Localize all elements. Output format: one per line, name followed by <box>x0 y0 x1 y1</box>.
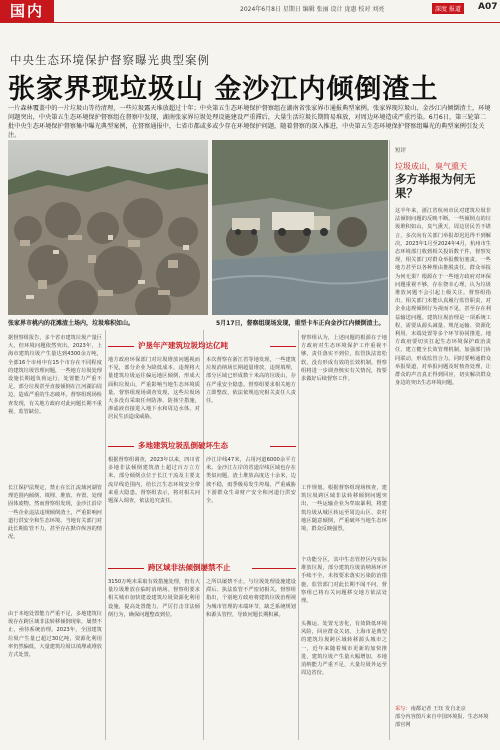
body-column: 据督察组报告，多个省市建筑垃圾产量巨大，但环境问题依然突出。2023年，上海市建筑垃圾产生量达到4300余万吨，全部16个市州中有15个市存在不同程度的建筑垃圾管理问题，一些地方垃圾处理设施长期超负荷运行，处置能力严重不足，部分垃圾甚至直接倾倒在江河湖泊周边，造成严重的生态破坏。督察组现场检查发现，有关地方政府对此问题长期不重视，监管缺位。 <box>8 335 102 415</box>
section-badge: 深度 报道 <box>432 3 464 14</box>
subhead-2: 多地建筑垃圾乱倒破坏生态 <box>138 441 228 450</box>
body-column: 由于本地处置能力严重不足，多地建筑垃圾存在跨区域非法转移倾倒现象，屡禁不止，亟待系统治理。2023年，全国建筑垃圾产生量已超过30亿吨，资源化利用率仍然偏低，大量建筑垃圾以填埋或堆放方式处置。 <box>8 611 102 659</box>
body-column: 头搬运、处置无害化，有效降低环境风险，回应群众关切。上海市是典型的建筑垃圾跨区域转移源头城市之一，近年来随着城市更新的加快推进，建筑垃圾产生量大幅增加，本地消纳能力严重不足，大量垃圾外运至周边省份。 <box>301 621 387 677</box>
article-lead: 一片森林覆盖中的一片垃圾山等待清理，一些垃圾露天堆放超过十年；中央第五生态环境保护督察组在湖南省张家界市通报典型案例。张家界现垃圾山、金沙江内倾倒渣土，环境问题突出，中央第五生态环境保护督察组在督察中发现，湖南张家界垃圾处理设施建设严重滞后，大量生活垃圾长期简易堆放，对周边环境造成严重污染。6月6日，第三轮第二批中央生态环境保护督察集中曝光典型案例，在督察通报中，七省市都或多或少存在环境保护问题，随着督察的深入推进，中央第五生态环境保护督察组曝光的典型案例引发关注。 <box>8 105 491 139</box>
sidebar-subtitle: 垃圾成山，臭气熏天 <box>395 162 467 171</box>
sidebar-title: 多方举报为何无果？ <box>395 172 476 200</box>
body-column: 长江保护法规定，禁止在长江流域河湖管理范围内倾倒、填埋、堆放、弃置、处理固体废物。然而督察组发现，金沙江沿岸一些企业违法违规倾倒渣土，严重影响河道行洪安全和生态环境。当地有关部门对此长期监管不力，甚至存在默许纵容的情况。 <box>8 485 102 541</box>
credit-label: 采写： <box>395 706 411 712</box>
article-headline: 张家界现垃圾山 金沙江内倾倒渣土 <box>8 74 439 105</box>
subhead-3: 跨区域非法倾倒屡禁不止 <box>148 563 231 572</box>
subhead-rule <box>270 446 296 447</box>
body-column: 本次督察在浙江省等地发现，一些建筑垃圾消纳场长期超量堆放，违规填埋，部分区域已形成数十米高的垃圾山，存在严重安全隐患。督察组要求相关地方立即整改，依法依规追究相关责任人责任。 <box>206 357 296 405</box>
subhead-rule <box>108 346 134 347</box>
sidebar-divider <box>389 140 390 740</box>
sidebar-body: 这半年来，浙江省杭州市民对建筑垃圾非法倾倒问题的反映不断。一些倾倒点的垃圾堆积如山，臭气熏天，周边居民苦不堪言，多次向有关部门举报却迟迟得不到解决。2023年1月至2024年4月，杭州市生态环境部门收到相关投诉数千件，督察发现，相关部门对群众举报敷衍塞责，一些地方甚至以各种理由推脱责任。群众举报为何无果？根源在于一些地方政府对环保问题重视不够，存在侥幸心理，认为垃圾堆放问题不会引起上级关注。督察组指出，相关部门未能认真履行监管职责，对企业违规倾倒行为视而不见，甚至存在利益输送问题。建筑垃圾治理是一项系统工程，需要从源头减量、规范运输、资源化利用、末端处置等多个环节协同推进。地方政府要切实扛起生态环境保护政治责任，建立健全长效管理机制，加强部门协同联动，形成监管合力。同时要畅通群众举报渠道，对举报问题及时核查处理，让群众的声音真正得到回应，切实解决群众身边的突出生态环境问题。 <box>395 208 491 387</box>
dateline: 2024年6月8日 星期日 编辑 张丽 设计 庞惠 校对 刘亮 <box>240 6 385 13</box>
col-divider <box>203 330 204 740</box>
photo-truck-river <box>212 140 388 315</box>
subhead-rule <box>108 568 144 569</box>
body-column: 工作规划。根据督察组现场核查，建筑垃圾跨区域非法转移倾倒问题突出，一些运输企业为牟取暴利，将建筑垃圾从城区转运至周边山区、农村地区随意倾倒，严重破坏当地生态环境，群众反映强烈。 <box>301 485 387 533</box>
sidebar-kicker: 短评 <box>395 148 407 154</box>
body-column: 之所以屡禁不止，与垃圾处理设施建设滞后、执法监管不严密切相关。督察组指出，个别地方政府将建筑垃圾治理视为城市管理的末端环节，缺乏系统规划和源头管控，导致问题长期积累。 <box>206 579 296 618</box>
body-column: 根据督察组调查，2023年以来，四川省多地非法倾倒建筑渣土超过百万立方米，部分倾倒点位于长江干流及主要支流岸线范围内，给长江生态环境安全带来重大隐患。督察组表示，将对相关问题深入调查，依法追究责任。 <box>108 457 200 505</box>
section-label: 国内 <box>0 0 54 22</box>
article-kicker: 中央生态环境保护督察曝光典型案例 <box>10 53 210 67</box>
photo-garbage-mountain <box>8 140 208 315</box>
credit-note: 部分内容图片来自中国环境报、生态环境部官网 <box>395 714 489 728</box>
body-column: 地方政府环保部门对垃圾堆放问题视而不见，部分企业为降低成本，违规将大量建筑垃圾运往偏远地区倾倒，形成大面积垃圾山，严重影响当地生态环境质量。督察组现场调查发现，这些垃圾场大多没有采取任何防渗、防扬尘措施，渗滤液直接进入地下水和周边水体，对居民生活造成威胁。 <box>108 357 200 421</box>
body-column: 个功能分区，其中生态管控区内实际堆放垃圾，部分建筑垃圾消纳场环评手续不全，未按要求落实污染防治措施，监管部门对此长期不闻不问，督察组已将有关问题移交地方依法处理。 <box>301 557 387 605</box>
credit-names: 南都记者 王珏 发自北京 <box>410 706 466 712</box>
sidebar-credits <box>395 705 491 729</box>
subhead-rule <box>252 568 296 569</box>
col-divider <box>105 330 106 740</box>
subhead-rule <box>108 446 134 447</box>
page-header-bar <box>0 0 500 23</box>
body-column: 3150万吨未采取有效措施处理，仍有大量垃圾堆放在临时消纳场。督察组要求相关城市加快建设建筑垃圾资源化利用设施，提高处置能力，严厉打击非法倾倒行为，确保问题整改到位。 <box>108 579 200 618</box>
subhead-1: 沪垦年产建筑垃圾均达亿吨 <box>138 341 228 350</box>
page-number: A07 <box>478 2 498 12</box>
body-column: 督察组认为，上述问题的根源在于地方政府对生态环境保护工作重视不够，责任落实不到位，监管执法宽松软，没有形成有效的长效机制。督察组将进一步调查核实有关情况，按要求做好后续督察工作。 <box>301 335 387 383</box>
photo1-caption: 张家界市桃内的花滩渣土场内，垃圾堆积如山。 <box>8 320 135 327</box>
subhead-rule <box>270 346 296 347</box>
col-divider <box>298 330 299 740</box>
photo2-caption: 5月17日，督察组现场发现，重型卡车正向金沙江内倾倒渣土。 <box>216 320 385 327</box>
body-column: 沙江岸线47米，占用河道6000余平方米。金沙江左岸的省道岸线区域也存在类似问题，渣土堆放高度达十余米，边坡不稳，雨季极易发生垮塌，严重威胁下游群众生命财产安全和河道行洪安全。 <box>206 457 296 505</box>
